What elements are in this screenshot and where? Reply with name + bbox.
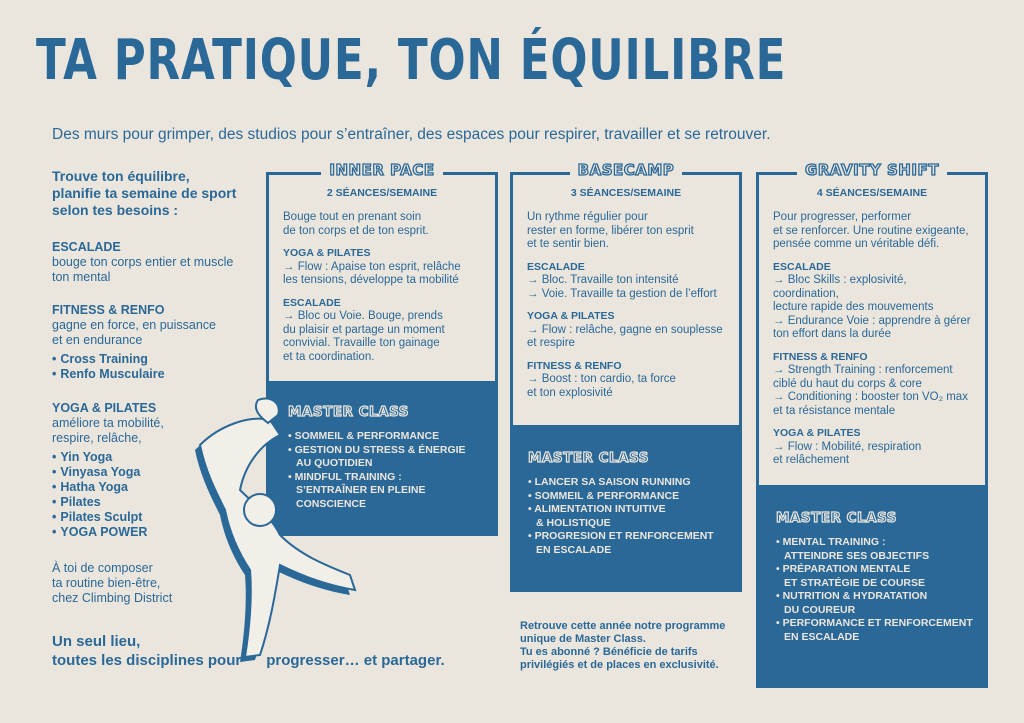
master-class-title: MASTER CLASS: [288, 404, 409, 420]
card-title-inner-pace: INNER PACE: [321, 161, 442, 179]
list-item: • Cross Training: [52, 352, 257, 367]
left-compose: À toi de composer ta routine bien-être, chez Climbing District: [52, 561, 173, 605]
left-yoga: YOGA & PILATES améliore ta mobilité, respire, relâche, • Yin Yoga • Vinyasa Yoga • Hatha Yoga • Pilates • Pilates Sculpt • YOGA POWER: [52, 401, 257, 540]
section-heading: ESCALADE: [773, 260, 831, 273]
left-fitness: FITNESS & RENFO gagne en force, en puissance et en endurance • Cross Training • Renfo Musculaire: [52, 303, 257, 382]
list-item: • Renfo Musculaire: [52, 367, 257, 382]
list-item: • Pilates Sculpt: [52, 510, 257, 525]
left-escalade-heading: ESCALADE: [52, 240, 121, 254]
section-heading: YOGA & PILATES: [283, 247, 371, 259]
sessions-label: 2 SÉANCES/SEMAINE: [326, 187, 438, 199]
list-item: • PERFORMANCE ET RENFORCEMENT EN ESCALADE: [776, 617, 978, 644]
section-heading: FITNESS & RENFO: [773, 350, 868, 363]
list-item: • MENTAL TRAINING : ATTEINDRE SES OBJECTIFS: [776, 536, 978, 563]
left-intro: Trouve ton équilibre, planifie ta semaine de sport selon tes besoins :: [52, 168, 237, 218]
list-item: • PROGRESION ET RENFORCEMENT EN ESCALADE: [528, 530, 732, 557]
left-fitness-heading: FITNESS & RENFO: [52, 303, 165, 317]
list-item: • Hatha Yoga: [52, 480, 257, 495]
page-title: TA PRATIQUE, TON ÉQUILIBRE: [36, 28, 787, 93]
master-class-basecamp: [510, 428, 742, 592]
list-item: • GESTION DU STRESS & ÉNERGIE AU QUOTIDIEN: [288, 444, 488, 471]
left-escalade: ESCALADE bouge ton corps entier et muscle ton mental: [52, 240, 257, 285]
section-heading: FITNESS & RENFO: [527, 359, 622, 372]
list-item: • PRÉPARATION MENTALE ET STRATÉGIE DE COURSE: [776, 563, 978, 590]
list-item: • ALIMENTATION INTUITIVE & HOLISTIQUE: [528, 503, 732, 530]
card-inner-pace: INNER PACE 2 SÉANCES/SEMAINE Bouge tout en prenant soin de ton corps et de ton esprit. YOGA & PILATES → Flow : Apaise ton esprit, relâche les tensions, développe ta mobilité ESCALADE → Bloc ou Voie. Bouge, prends du plaisir et partage un moment convivial. Travaille ton gainage et ta coordination.: [266, 172, 498, 384]
list-item: • SOMMEIL & PERFORMANCE: [528, 490, 732, 504]
master-class-title: MASTER CLASS: [776, 510, 897, 526]
page-subtitle: Des murs pour grimper, des studios pour s’entraîner, des espaces pour respirer, travailler et se retrouver.: [52, 126, 771, 143]
master-class-title: MASTER CLASS: [528, 450, 649, 466]
list-item: • SOMMEIL & PERFORMANCE: [288, 430, 488, 444]
section-heading: YOGA & PILATES: [527, 310, 615, 322]
section-heading: ESCALADE: [527, 260, 585, 273]
card-basecamp: BASECAMP 3 SÉANCES/SEMAINE Un rythme régulier pour rester en forme, libérer ton esprit et te sentir bien. ESCALADE → Bloc. Travaille ton intensité → Voie. Travaille ta gestion de l’effort YOGA & PILATES → Flow : relâche, gagne en souplesse et respire FITNESS & RENFO → Boost : ton cardio, ta force et ton explosivité: [510, 172, 742, 428]
card-title-gravity-shift: GRAVITY SHIFT: [797, 161, 947, 179]
section-heading: ESCALADE: [283, 296, 341, 309]
section-heading: YOGA & PILATES: [773, 427, 861, 439]
list-item: • NUTRITION & HYDRATATION DU COUREUR: [776, 590, 978, 617]
sessions-label: 4 SÉANCES/SEMAINE: [816, 187, 928, 199]
list-item: • YOGA POWER: [52, 525, 257, 540]
card-title-basecamp: BASECAMP: [570, 161, 683, 179]
list-item: • Vinyasa Yoga: [52, 465, 257, 480]
left-yoga-heading: YOGA & PILATES: [52, 401, 157, 415]
list-item: • Yin Yoga: [52, 450, 257, 465]
master-class-note: Retrouve cette année notre programme unique de Master Class. Tu es abonné ? Bénéficie de tarifs privilégiés et de places en exclusivité.: [520, 620, 726, 671]
list-item: • LANCER SA SAISON RUNNING: [528, 476, 732, 490]
sessions-label: 3 SÉANCES/SEMAINE: [570, 187, 682, 199]
list-item: • MINDFUL TRAINING : S’ENTRAÎNER EN PLEINE CONSCIENCE: [288, 471, 488, 512]
left-outro: Un seul lieu, toutes les disciplines pour progresser… et partager.: [52, 633, 445, 669]
list-item: • Pilates: [52, 495, 257, 510]
master-class-gravity-shift: [756, 488, 988, 688]
card-gravity-shift: GRAVITY SHIFT 4 SÉANCES/SEMAINE Pour progresser, performer et se renforcer. Une routine exigeante, pensée comme un véritable défi. ESCALADE → Bloc Skills : explosivité, coordination, lecture rapide des mouvements → Endurance Voie : apprendre à gérer ton effort dans la durée FITNESS & RENFO → Strength Training : renforcement ciblé du haut du corps & core → Conditioning : booster ton VO₂ max et ta résistance mentale YOGA & PILATES → Flow : Mobilité, respiration et relâchement: [756, 172, 988, 488]
